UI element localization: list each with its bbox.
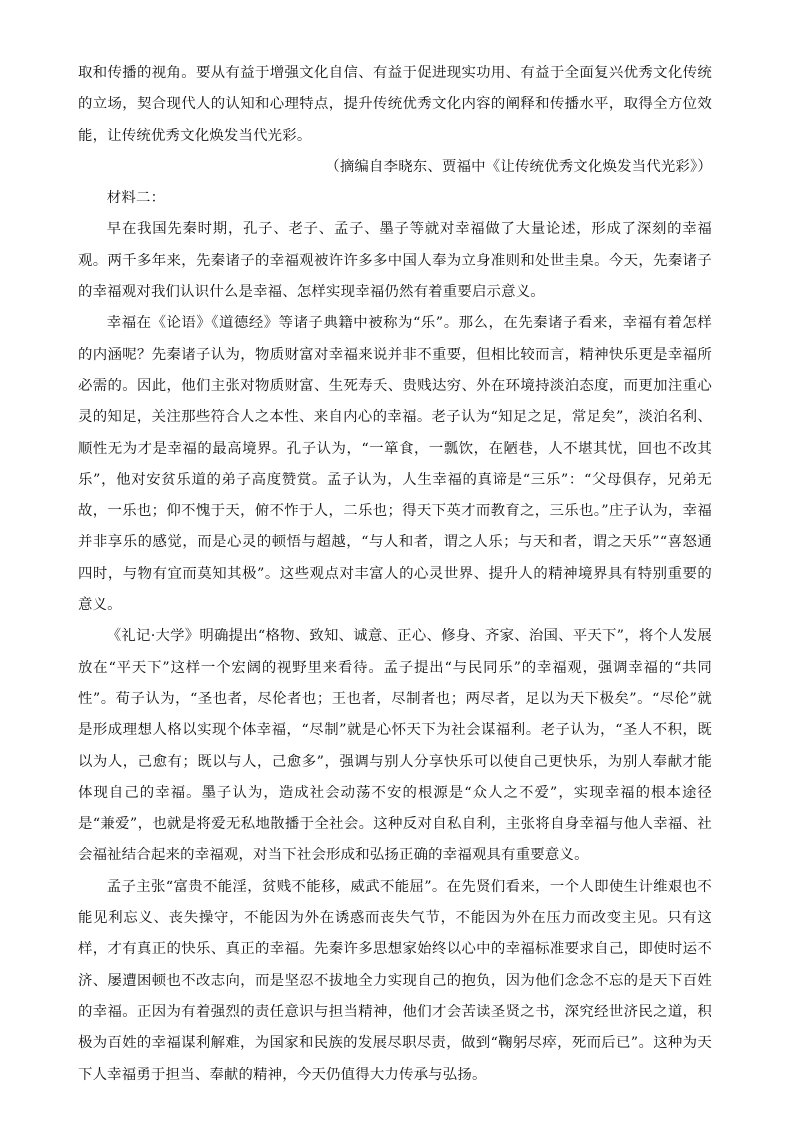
- material-heading: 材料二：: [106, 190, 166, 207]
- document-body: [78, 58, 712, 1091]
- paragraph: 《礼记·大学》明确提出“格物、致知、诚意、正心、修身、齐家、治国、平天下”，将个人发展放在“平天下”这样一个宏阔的视野里来看待。孟子提出“与民同乐”的幸福观，强调幸福的“共同性”。荀子认为，“圣也者，尽伦者也；王也者，尽制者也；两尽者，足以为天下极矣”。“尽伦”就是形成理想人格以实现个体幸福，“尽制”就是心怀天下为社会谋福利。老子认为，“圣人不积，既以为人，己愈有；既以与人，己愈多”，强调与别人分享快乐可以使自己更快乐，为别人奉献才能体现自己的幸福。墨子认为，造成社会动荡不安的根源是“众人之不爱”，实现幸福的根本途径是“兼爱”，也就是将爱无私地散播于全社会。这种反对自私自利，主张将自身幸福与他人幸福、社会福祉结合起来的幸福观，对当下社会形成和弘扬正确的幸福观具有重要意义。: [78, 628, 712, 864]
- paragraph: 幸福在《论语》《道德经》等诸子典籍中被称为“乐”。那么，在先秦诸子看来，幸福有着怎样的内涵呢？先秦诸子认为，物质财富对幸福来说并非不重要，但相比较而言，精神快乐更是幸福所必需的。因此，他们主张对物质财富、生死寿夭、贵贱达穷、外在环境持淡泊态度，而更加注重心灵的知足，关注那些符合人之本性、来自内心的幸福。老子认为“知足之足，常足矣”，淡泊名利、顺性无为才是幸福的最高境界。孔子认为，“一箪食，一瓢饮，在陋巷，人不堪其忧，回也不改其乐”，他对安贫乐道的弟子高度赞赏。孟子认为，人生幸福的真谛是“三乐”：“父母俱存，兄弟无故，一乐也；仰不愧于天，俯不怍于人，二乐也；得天下英才而教育之，三乐也。”庄子认为，幸福并非享乐的感觉，而是心灵的顿悟与超越，“与人和者，谓之人乐；与天和者，谓之天乐”“喜怒通四时，与物有宜而莫知其极”。这些观点对丰富人的心灵世界、提升人的精神境界具有特别重要的意义。: [78, 315, 712, 614]
- paragraph: 孟子主张“富贵不能淫，贫贱不能移，威武不能屈”。在先贤们看来，一个人即使生计维艰也不能见利忘义、丧失操守，不能因为外在诱惑而丧失气节，不能因为外在压力而改变主见。只有这样，才有真正的快乐、真正的幸福。先秦许多思想家始终以心中的幸福标准要求自己，即使时运不济、屡遭困顿也不改志向，而是坚忍不拔地全力实现自己的抱负，因为他们念念不忘的是天下百姓的幸福。正因为有着强烈的责任意识与担当精神，他们才会苦读圣贤之书，深究经世济民之道，积极为百姓的幸福谋利解难，为国家和民族的发展尽职尽责，做到“鞠躬尽瘁，死而后已”。这种为天下人幸福勇于担当、奉献的精神，今天仍值得大力传承与弘扬。: [78, 878, 712, 1083]
- source-citation: （摘编自李晓东、贾福中《让传统优秀文化焕发当代光彩》）: [325, 158, 712, 175]
- paragraph-continuation: 取和传播的视角。要从有益于增强文化自信、有益于促进现实功用、有益于全面复兴优秀文化传统的立场，契合现代人的认知和心理特点，提升传统优秀文化内容的阐释和传播水平，取得全方位效能，让传统优秀文化焕发当代光彩。: [78, 65, 712, 144]
- paragraph: 早在我国先秦时期，孔子、老子、孟子、墨子等就对幸福做了大量论述，形成了深刻的幸福观。两千多年来，先秦诸子的幸福观被许许多多中国人奉为立身准则和处世圭臬。今天，先秦诸子的幸福观对我们认识什么是幸福、怎样实现幸福仍然有着重要启示意义。: [78, 221, 712, 301]
